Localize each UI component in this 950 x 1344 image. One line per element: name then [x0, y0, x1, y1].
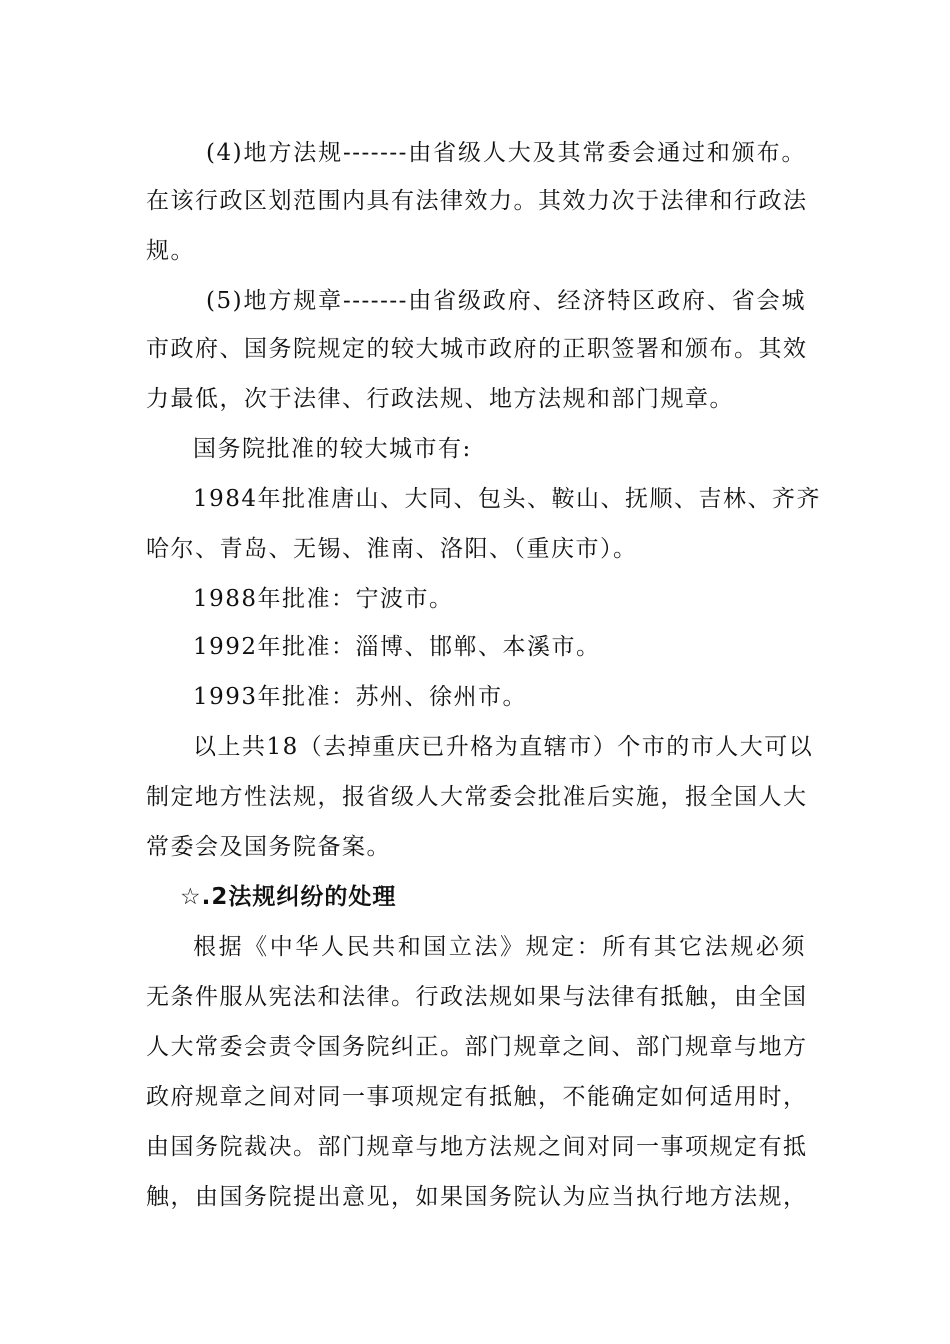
text-line: 无条件服从宪法和法律。行政法规如果与法律有抵触，由全国: [146, 984, 808, 1010]
text-line: 国务院批准的较大城市有:: [193, 436, 472, 462]
text-line: 1988年批准：宁波市。: [193, 586, 454, 612]
text-line: 力最低，次于法律、行政法规、地方法规和部门规章。: [146, 386, 734, 412]
text-line: 市政府、国务院规定的较大城市政府的正职签署和颁布。其效: [146, 336, 808, 362]
text-line: 人大常委会责令国务院纠正。部门规章之间、部门规章与地方: [146, 1034, 808, 1060]
text-line: 以上共18（去掉重庆已升格为直辖市）个市的市人大可以: [193, 734, 814, 760]
text-line: 在该行政区划范围内具有法律效力。其效力次于法律和行政法: [146, 188, 808, 214]
text-line: 常委会及国务院备案。: [146, 834, 391, 860]
text-line: 触，由国务院提出意见，如果国务院认为应当执行地方法规，: [146, 1184, 808, 1210]
section-heading: ☆.2法规纠纷的处理: [180, 884, 397, 910]
text-line: (4)地方法规-------由省级人大及其常委会通过和颁布。: [206, 140, 806, 166]
text-line: 1993年批准：苏州、徐州市。: [193, 684, 528, 710]
text-line: 哈尔、青岛、无锡、淮南、洛阳、（重庆市）。: [146, 536, 638, 562]
text-line: 1984年批准唐山、大同、包头、鞍山、抚顺、吉林、齐齐: [193, 486, 822, 512]
text-line: 由国务院裁决。部门规章与地方法规之间对同一事项规定有抵: [146, 1134, 808, 1160]
text-line: 规。: [146, 238, 195, 264]
text-line: 根据《中华人民共和国立法》规定：所有其它法规必须: [193, 934, 806, 960]
text-line: 制定地方性法规，报省级人大常委会批准后实施，报全国人大: [146, 784, 808, 810]
text-line: (5)地方规章-------由省级政府、经济特区政府、省会城: [206, 288, 806, 314]
text-line: 政府规章之间对同一事项规定有抵触，不能确定如何适用时，: [146, 1084, 808, 1110]
text-line: 1992年批准：淄博、邯郸、本溪市。: [193, 634, 601, 660]
